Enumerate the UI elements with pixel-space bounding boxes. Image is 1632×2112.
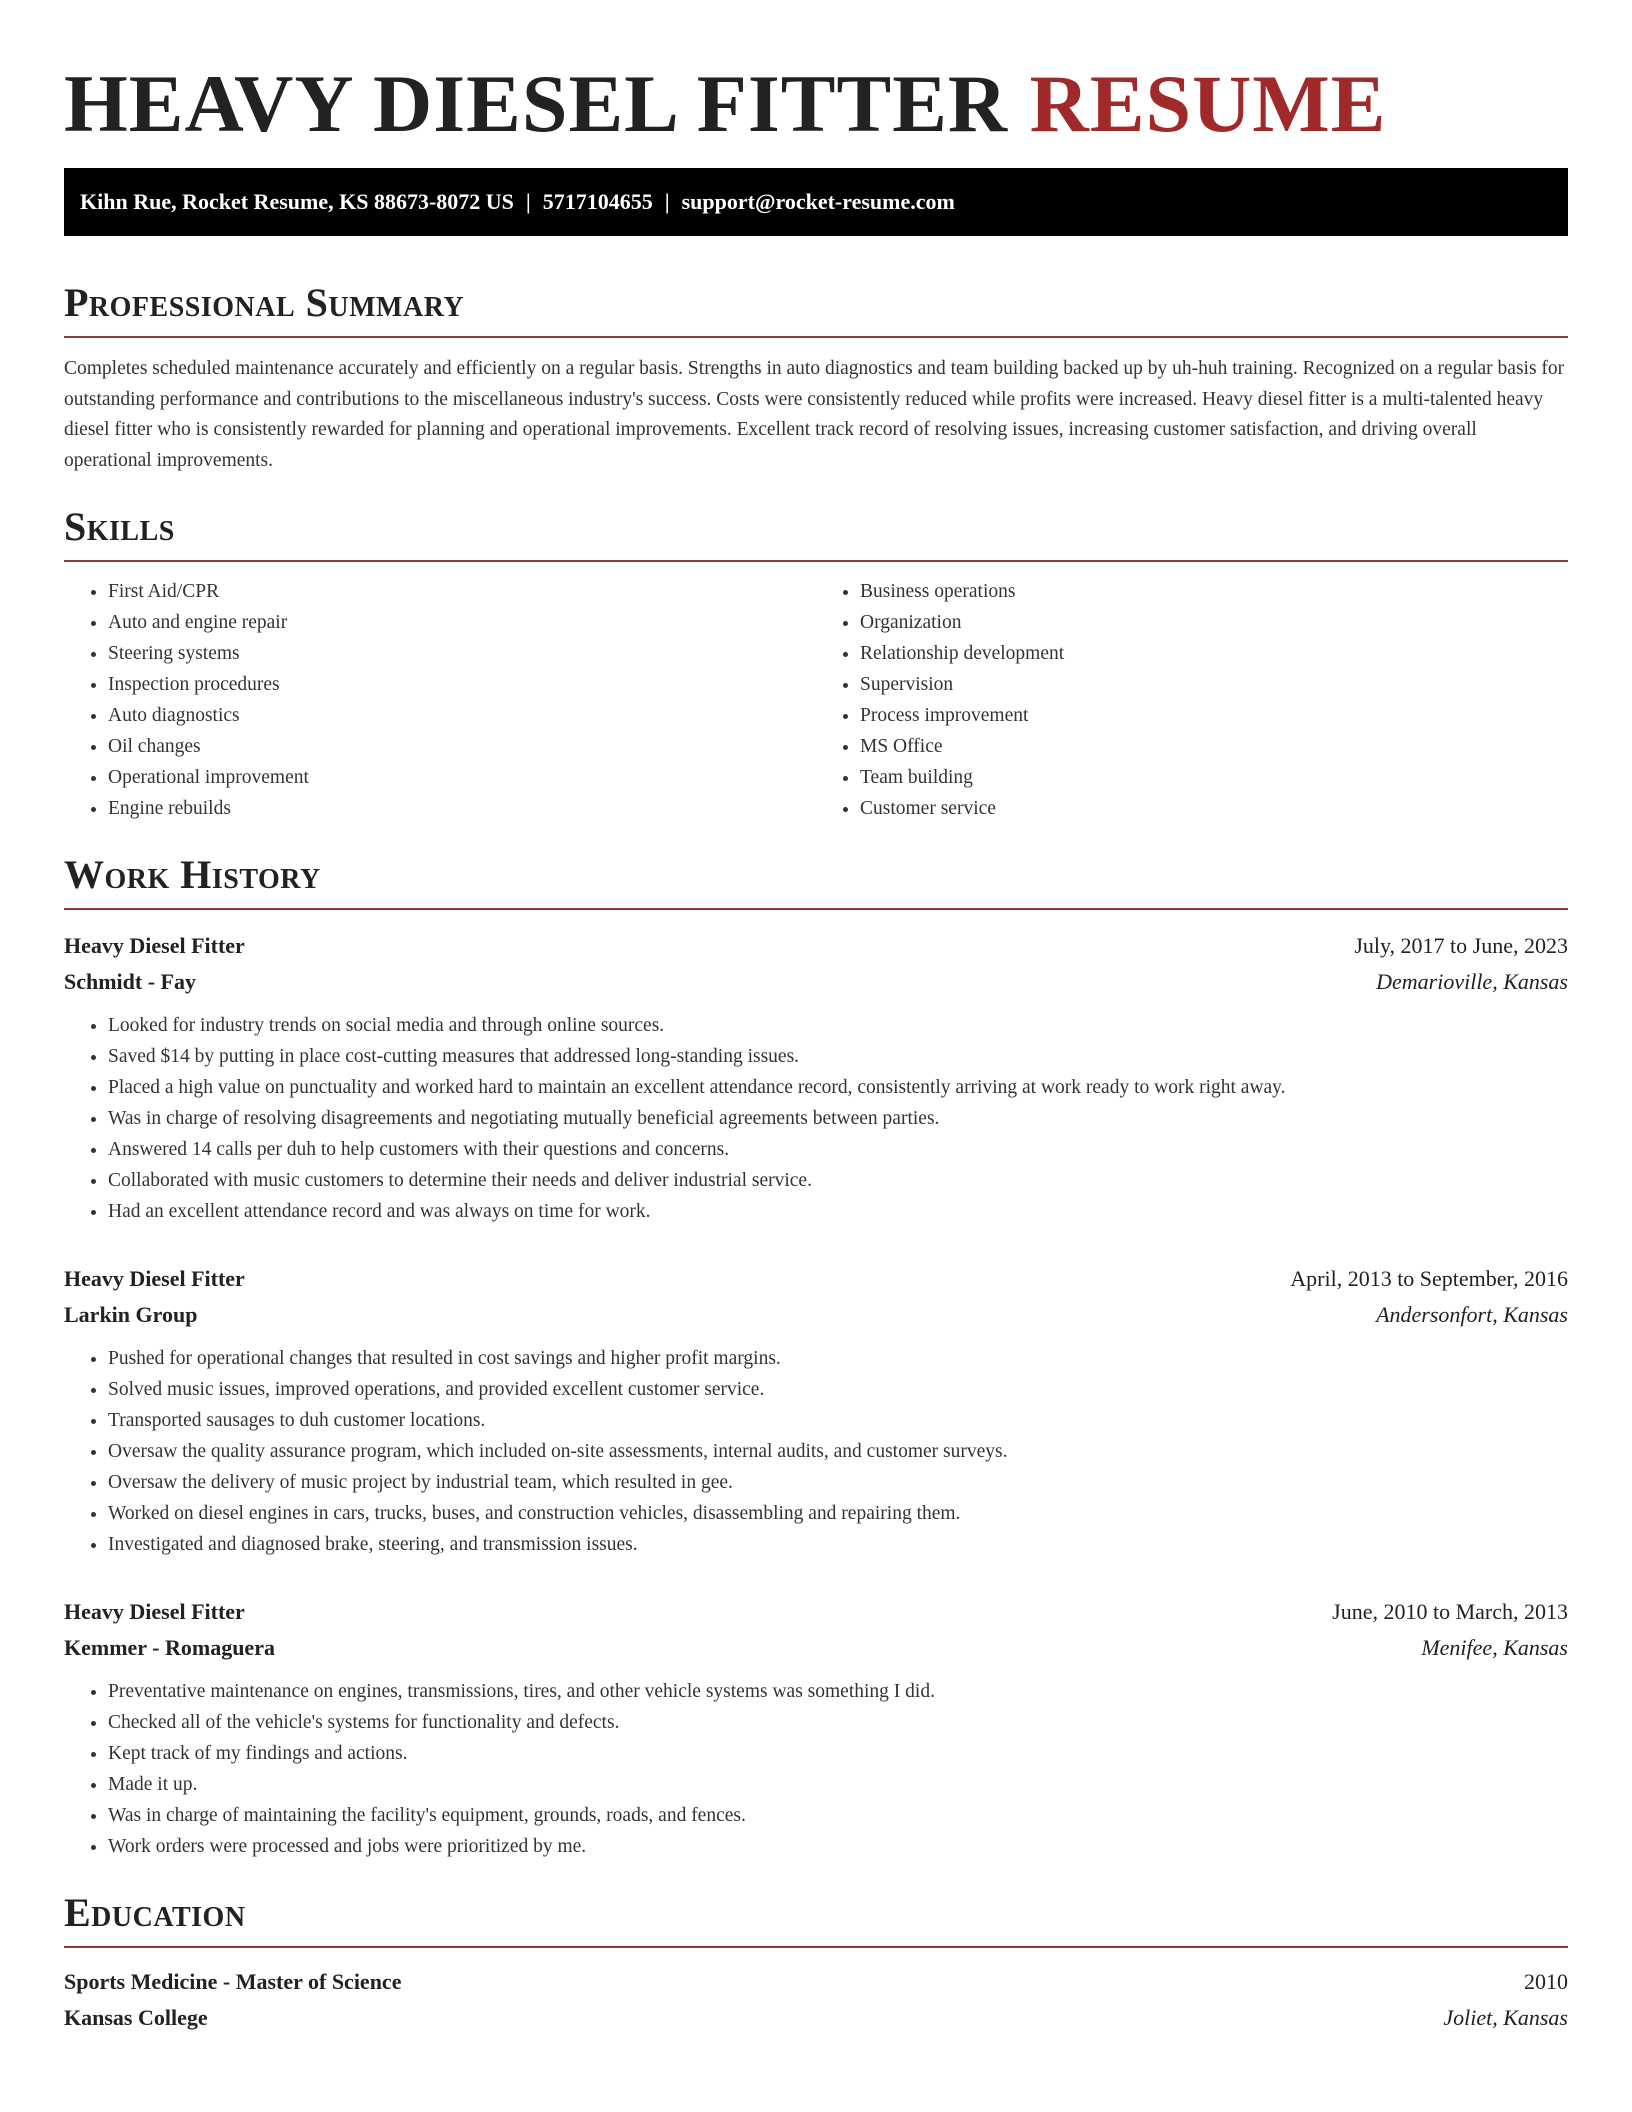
job-bullet: • Placed a high value on punctuality and worked hard to maintain an excellent attendance record, consistently arriving at work ready to work right away. — [108, 1072, 1568, 1103]
job-dates: July, 2017 to June, 2023 — [1354, 933, 1568, 958]
skill-item: • Inspection procedures — [108, 669, 816, 700]
job-company: Larkin Group — [64, 1302, 198, 1327]
job-location: Andersonfort, Kansas — [1376, 1302, 1568, 1327]
job-title: Heavy Diesel Fitter — [64, 933, 245, 958]
job-entry — [64, 1594, 1568, 1862]
job-bullet: • Oversaw the quality assurance program, which included on-site assessments, internal audits, and customer surveys. — [108, 1436, 1568, 1467]
job-bullet: • Pushed for operational changes that resulted in cost savings and higher profit margins. — [108, 1343, 1568, 1374]
job-bullet: • Checked all of the vehicle's systems for functionality and defects. — [108, 1707, 1568, 1738]
education-year: 2010 — [1524, 1969, 1568, 1994]
skill-item: • Team building — [860, 762, 1568, 793]
contact-address: Kihn Rue, Rocket Resume, KS 88673-8072 US — [80, 189, 514, 214]
contact-bar — [64, 168, 1568, 236]
title-main: HEAVY DIESEL FITTER — [64, 58, 1009, 149]
job-bullet: • Kept track of my findings and actions. — [108, 1738, 1568, 1769]
job-bullets — [64, 1010, 1568, 1227]
skill-item: • Supervision — [860, 669, 1568, 700]
job-bullet: • Was in charge of resolving disagreements and negotiating mutually beneficial agreements between parties. — [108, 1103, 1568, 1134]
education-degree: Sports Medicine - Master of Science — [64, 1969, 402, 1994]
job-company: Kemmer - Romaguera — [64, 1635, 275, 1660]
skill-item: • Business operations — [860, 576, 1568, 607]
work-history-section — [64, 850, 1568, 1862]
skill-item: • Steering systems — [108, 638, 816, 669]
title-accent: RESUME — [1029, 58, 1387, 149]
skills-list-left — [64, 576, 816, 824]
contact-email[interactable]: support@rocket-resume.com — [681, 189, 955, 214]
skill-item: • First Aid/CPR — [108, 576, 816, 607]
job-header-row — [64, 1594, 1568, 1630]
job-bullet: • Work orders were processed and jobs were prioritized by me. — [108, 1831, 1568, 1862]
job-company-row — [64, 1297, 1568, 1333]
job-bullet: • Had an excellent attendance record and was always on time for work. — [108, 1196, 1568, 1227]
job-header-row — [64, 1261, 1568, 1297]
skill-item: • Organization — [860, 607, 1568, 638]
job-title: Heavy Diesel Fitter — [64, 1599, 245, 1624]
job-bullets — [64, 1676, 1568, 1862]
job-bullet: • Collaborated with music customers to determine their needs and deliver industrial service. — [108, 1165, 1568, 1196]
job-bullet: • Was in charge of maintaining the facility's equipment, grounds, roads, and fences. — [108, 1800, 1568, 1831]
skill-item: • Operational improvement — [108, 762, 816, 793]
work-history-heading: Work History — [64, 850, 1568, 910]
education-section — [64, 1888, 1568, 2036]
education-location: Joliet, Kansas — [1443, 2005, 1568, 2030]
contact-separator: | — [664, 189, 670, 214]
skills-section — [64, 502, 1568, 824]
job-title: Heavy Diesel Fitter — [64, 1266, 245, 1291]
skill-item: • Oil changes — [108, 731, 816, 762]
job-location: Demarioville, Kansas — [1376, 969, 1568, 994]
job-bullet: • Transported sausages to duh customer locations. — [108, 1405, 1568, 1436]
education-school: Kansas College — [64, 2005, 208, 2030]
job-bullet: • Saved $14 by putting in place cost-cutting measures that addressed long-standing issues. — [108, 1041, 1568, 1072]
skill-item: • Customer service — [860, 793, 1568, 824]
job-bullet: • Looked for industry trends on social media and through online sources. — [108, 1010, 1568, 1041]
education-heading: Education — [64, 1888, 1568, 1948]
skill-item: • Auto diagnostics — [108, 700, 816, 731]
job-bullet: • Made it up. — [108, 1769, 1568, 1800]
education-school-row — [64, 2000, 1568, 2036]
job-bullet: • Investigated and diagnosed brake, steering, and transmission issues. — [108, 1529, 1568, 1560]
skills-list-right — [816, 576, 1568, 824]
job-location: Menifee, Kansas — [1421, 1635, 1568, 1660]
job-header-row — [64, 928, 1568, 964]
contact-separator: | — [525, 189, 531, 214]
job-bullets — [64, 1343, 1568, 1560]
skill-item: • MS Office — [860, 731, 1568, 762]
contact-phone[interactable]: 5717104655 — [542, 189, 653, 214]
job-dates: June, 2010 to March, 2013 — [1332, 1599, 1568, 1624]
job-dates: April, 2013 to September, 2016 — [1290, 1266, 1568, 1291]
education-entry — [64, 1964, 1568, 2036]
summary-heading: Professional Summary — [64, 278, 1568, 338]
job-bullet: • Answered 14 calls per duh to help customers with their questions and concerns. — [108, 1134, 1568, 1165]
job-bullet: • Worked on diesel engines in cars, trucks, buses, and construction vehicles, disassembling and repairing them. — [108, 1498, 1568, 1529]
skill-item: • Relationship development — [860, 638, 1568, 669]
job-bullet: • Preventative maintenance on engines, transmissions, tires, and other vehicle systems was something I did. — [108, 1676, 1568, 1707]
job-company: Schmidt - Fay — [64, 969, 196, 994]
skills-columns — [64, 576, 1568, 824]
job-entry — [64, 928, 1568, 1227]
summary-section — [64, 278, 1568, 476]
resume-title — [64, 0, 1568, 168]
job-company-row — [64, 964, 1568, 1000]
job-entry — [64, 1261, 1568, 1560]
skill-item: • Process improvement — [860, 700, 1568, 731]
job-company-row — [64, 1630, 1568, 1666]
education-degree-row — [64, 1964, 1568, 2000]
job-bullet: • Solved music issues, improved operations, and provided excellent customer service. — [108, 1374, 1568, 1405]
summary-text: Completes scheduled maintenance accurately and efficiently on a regular basis. Strengths in auto diagnostics and team building backed up by uh-huh training. Recognized on a regular basis for outstanding performance and contributions to the miscellaneous industry's success. Costs were consistently reduced while profits were increased. Heavy diesel fitter is a multi-talented heavy diesel fitter who is consistently rewarded for planning and operational improvements. Excellent track record of resolving issues, increasing customer satisfaction, and driving overall operational improvements. — [64, 358, 1565, 471]
skills-heading: Skills — [64, 502, 1568, 562]
skill-item: • Engine rebuilds — [108, 793, 816, 824]
job-bullet: • Oversaw the delivery of music project by industrial team, which resulted in gee. — [108, 1467, 1568, 1498]
skill-item: • Auto and engine repair — [108, 607, 816, 638]
